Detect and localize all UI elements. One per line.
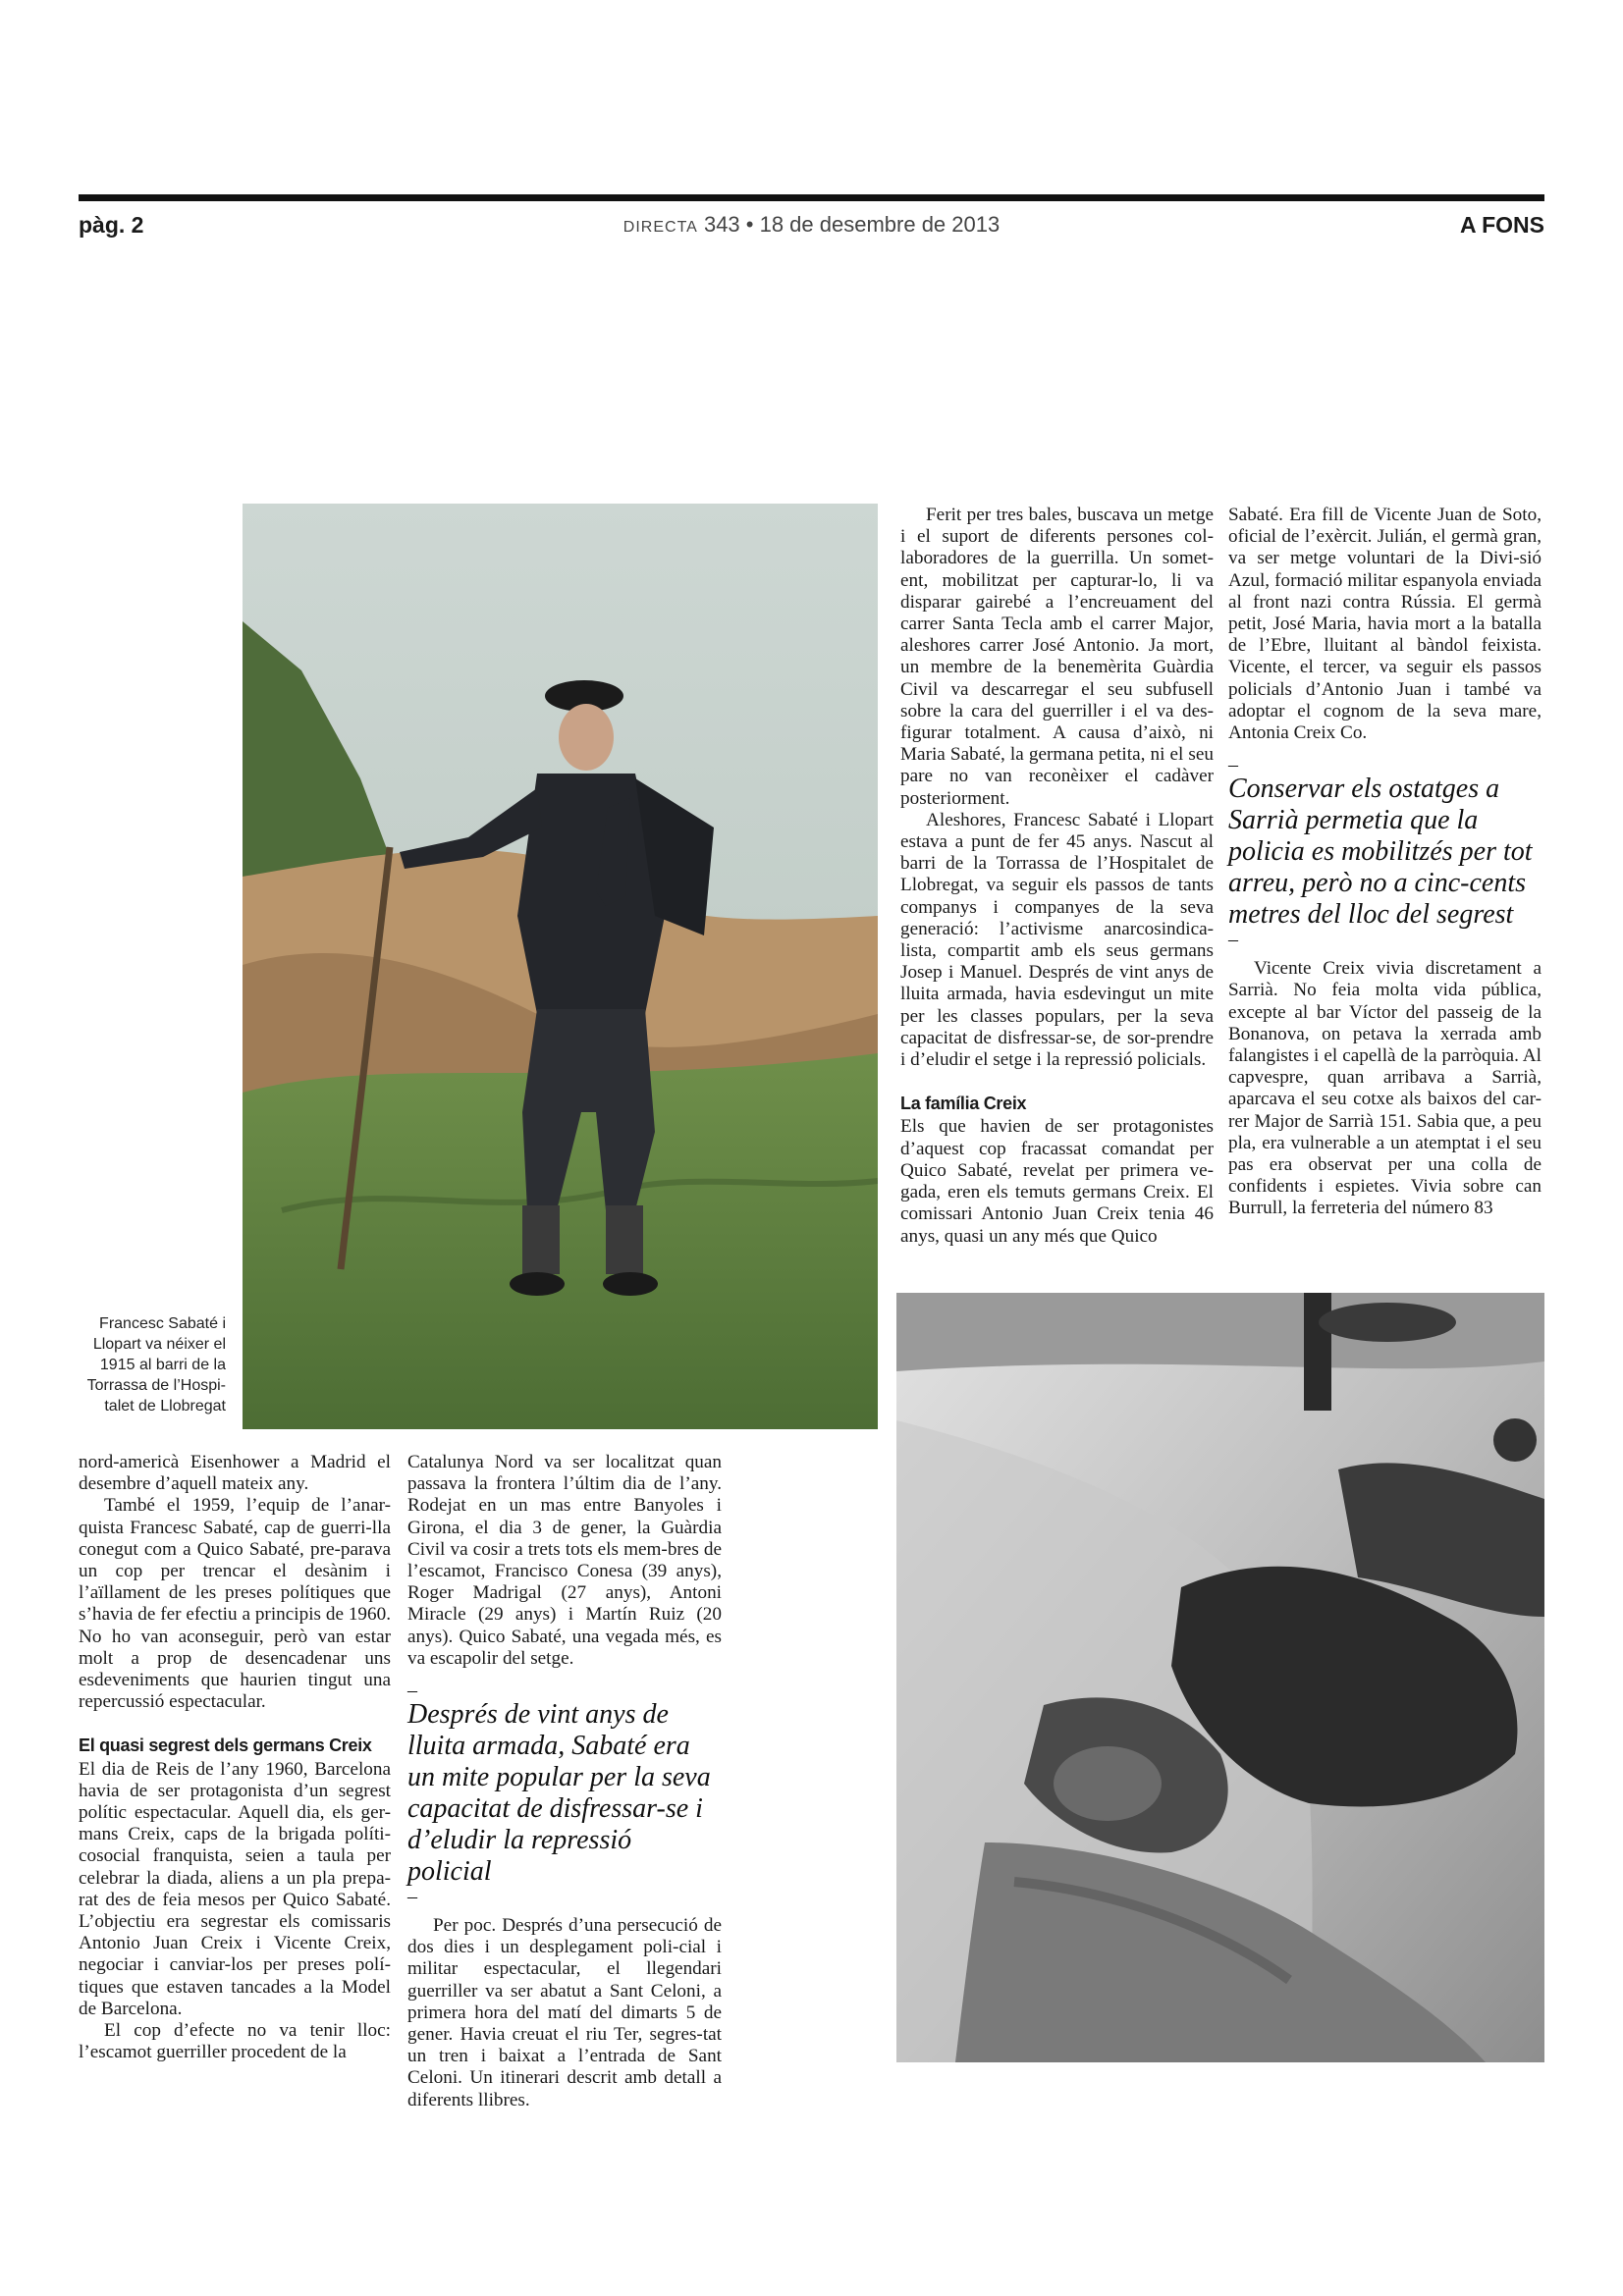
paragraph: nord-americà Eisenhower a Madrid el desembre d’aquell mateix any. xyxy=(79,1452,391,1495)
pull-quote-text: Després de vint anys de lluita armada, Sabaté era un mite popular per la seva capacitat de disfressar-se i d’eludir la repressió policial xyxy=(407,1699,711,1888)
paragraph: Sabaté. Era fill de Vicente Juan de Soto, oficial de l’exèrcit. Julián, el germà gran, va ser metge voluntari de la Divi-sió Azul, formació militar espanyola enviada al front nazi contra Rússia. El germà petit, José Maria, havia mort a la batalla de l’Ebre, lluitant al bàndol feixista. Vicente, el tercer, va seguir els passos policials d’Antonio Juan i també va adoptar el cognom de la seva mare, Antonia Creix Co. xyxy=(1228,505,1542,744)
paragraph: El cop d’efecte no va tenir lloc: l’escamot guerriller procedent de la xyxy=(79,2020,391,2063)
pull-quote xyxy=(407,1680,722,1908)
photo-sabate-death xyxy=(896,1293,1544,2062)
photo-sabate-portrait xyxy=(243,504,878,1429)
quote-dash-bottom: – xyxy=(407,1886,417,1908)
subheading-familia-creix: La família Creix xyxy=(900,1094,1027,1114)
pull-quote xyxy=(1228,754,1542,951)
quote-dash-bottom: – xyxy=(1228,929,1238,951)
paragraph: Els que havien de ser protagonistes d’aquest cop fracassat comandat per Quico Sabaté, revelat per primera ve-gada, eren els temuts germans Creix. El comissari Antonio Juan Creix tenia 46 anys, quasi un any més que Quico xyxy=(900,1116,1214,1247)
paragraph: També el 1959, l’equip de l’anar-quista Francesc Sabaté, cap de guerri-lla conegut com a Quico Sabaté, pre-parava un cop per trencar el desànim i l’aïllament de les preses polítiques que s’havia de fer efectiu a principis de 1960. No ho van aconseguir, però van estar molt a prop de desencadenar uns esdeveniments que haurien tingut una repercussió espectacular. xyxy=(79,1495,391,1713)
page-number: pàg. 2 xyxy=(79,212,144,238)
article-column-2 xyxy=(407,1452,722,2111)
paragraph: Per poc. Després d’una persecució de dos dies i un desplegament poli-cial i militar espectacular, el llegendari guerriller va ser abatut a Sant Celoni, a primera hora del matí del dimarts 5 de gener. Havia creuat el riu Ter, segres-tat un tren i baixat a l’entrada de Sant Celoni. Un itinerari descrit amb detall a diferents llibres. xyxy=(407,1915,722,2110)
masthead xyxy=(0,212,1623,238)
paragraph: Catalunya Nord va ser localitzat quan passava la frontera l’últim dia de l’any. Rodejat en un mas entre Banyoles i Girona, el dia 3 de gener, la Guàrdia Civil va cosir a trets tots els mem-bres de l’escamot, Francisco Conesa (39 anys), Roger Madrigal (27 anys), Antoni Miracle (29 anys) i Martín Ruiz (20 anys). Quico Sabaté, una vegada més, es va escapolir del setge. xyxy=(407,1452,722,1669)
paragraph: Vicente Creix vivia discretament a Sarrià. No feia molta vida pública, excepte al bar Víctor del passeig de la Bonanova, on petava la xerrada amb falangistes i el capellà de la parròquia. Al capvespre, quan arribava a Sarrià, aparcava el seu cotxe als baixos del car-rer Major de Sarrià 151. Sabia que, a peu pla, era vulnerable a un atemptat i el seu pas era observat per una colla de confidents i espietes. Vivia sobre can Burrull, la ferreteria del número 83 xyxy=(1228,958,1542,1219)
quote-dash-top: – xyxy=(407,1680,417,1702)
issue-date: 343 • 18 de desembre de 2013 xyxy=(703,212,1001,237)
header-rule xyxy=(79,194,1544,201)
article-column-3 xyxy=(900,505,1214,1248)
photo-caption: Francesc Sabaté i Llopart va néixer el 1915 al barri de la Torrassa de l’Hospi-talet de Llobregat xyxy=(86,1315,226,1415)
paragraph: Aleshores, Francesc Sabaté i Llopart estava a punt de fer 45 anys. Nascut al barri de la Torrassa de l’Hospitalet de Llobregat, va seguir els passos de tants companys i companyes de la seva generació: l’activisme anarcosindica-lista, compartit amb els seus germans Josep i Manuel. Després de vint anys de lluita armada, havia esdevingut un mite per les classes populars, per la seva capacitat de disfressar-se, de sor-prendre i d’eludir el setge i la repressió policials. xyxy=(900,809,1214,1071)
article-column-1 xyxy=(79,1452,391,2063)
section-name: A FONS xyxy=(1459,212,1544,238)
brand-name: DIRECTA xyxy=(622,219,698,236)
quote-dash-top: – xyxy=(1228,754,1238,776)
paragraph: Ferit per tres bales, buscava un metge i el suport de diferents persones col-laboradores de la guerrilla. Un somet-ent, mobilitzat per capturar-lo, li va disparar gairebé a l’encreuament del carrer Santa Tecla amb el carrer Major, aleshores carrer José Antonio. Ja mort, un membre de la benemèrita Guàrdia Civil va descarregar el seu subfusell sobre la cara del guerriller i el va des-figurar totalment. A causa d’això, ni Maria Sabaté, la germana petita, ni el seu pare no van reconèixer el cadàver posteriorment. xyxy=(900,505,1214,809)
pull-quote-text: Conservar els ostatges a Sarrià permetia que la policia es mobilitzés per tot arreu, però no a cinc-cents metres del lloc del segrest xyxy=(1228,774,1533,931)
paragraph: El dia de Reis de l’any 1960, Barcelona havia de ser protagonista d’un segrest polític espectacular. Aquell dia, els ger-mans Creix, caps de la brigada políti-cosocial franquista, seien a taula per celebrar la diada, aliens a un pla prepa-rat des de feia mesos per Quico Sabaté. L’objectiu era segrestar els comissaris Antonio Juan Creix i Vicente Creix, negociar i canviar-los per preses polí-tiques que estaven tancades a la Model de Barcelona. xyxy=(79,1758,391,2019)
article-column-4 xyxy=(1228,505,1542,1220)
subheading-quasi-segrest: El quasi segrest dels germans Creix xyxy=(79,1735,372,1756)
